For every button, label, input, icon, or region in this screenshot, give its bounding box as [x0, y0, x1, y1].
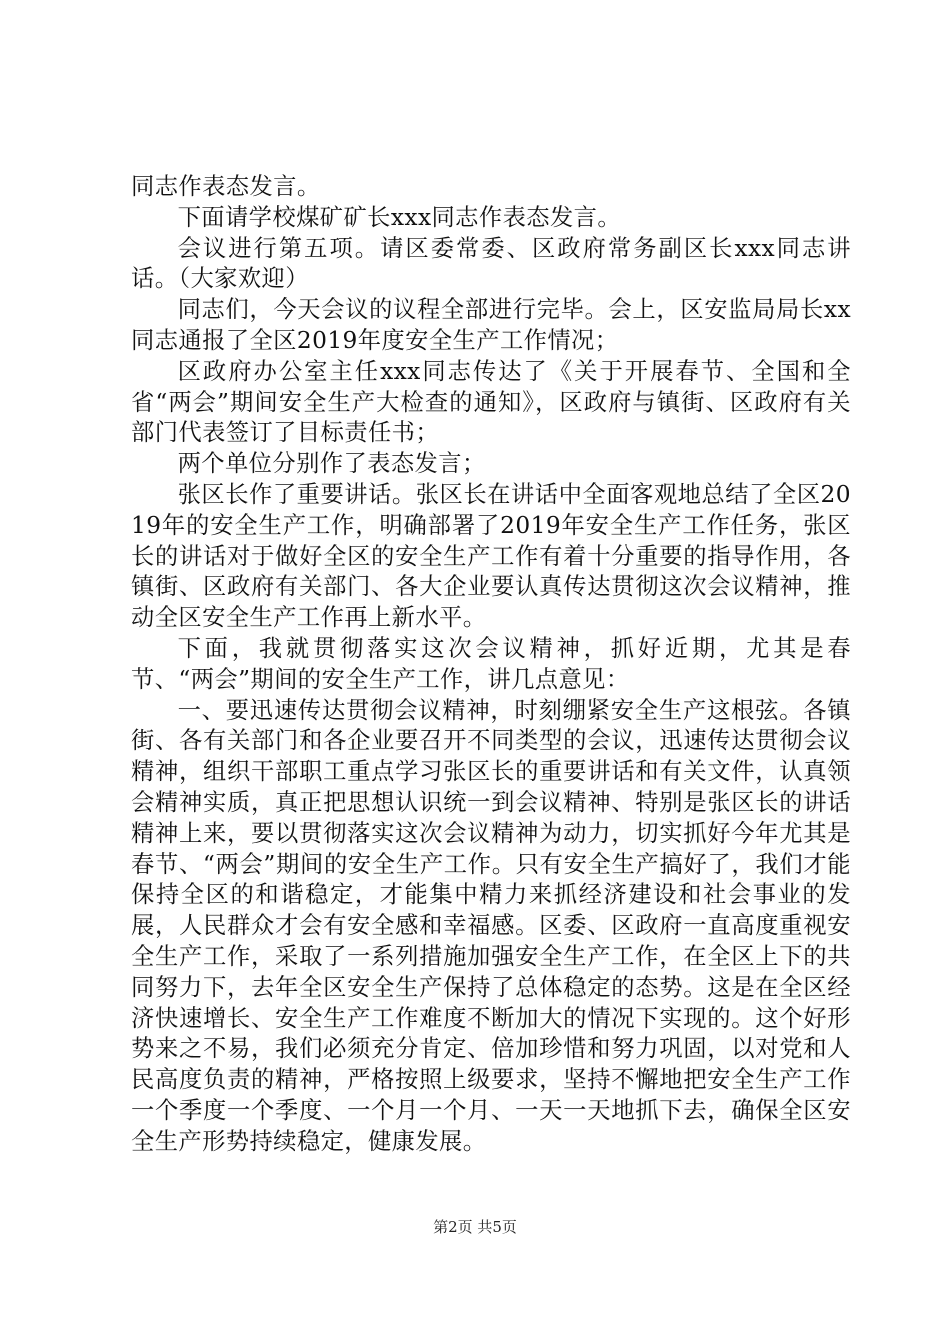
paragraph-5: 区政府办公室主任xxx同志传达了《关于开展春节、全国和全省“两会”期间安全生产大检查的通知》，区政府与镇街、区政府有关部门代表签订了目标责任书； — [131, 357, 851, 447]
document-body — [131, 172, 851, 1158]
paragraph-9: 一、要迅速传达贯彻会议精神，时刻绷紧安全生产这根弦。各镇街、各有关部门和各企业要召开不同类型的会议，迅速传达贯彻会议精神，组织干部职工重点学习张区长的重要讲话和有关文件，认真领会精神实质，真正把思想认识统一到会议精神、特别是张区长的讲话精神上来，要以贯彻落实这次会议精神为动力，切实抓好今年尤其是春节、“两会”期间的安全生产工作。只有安全生产搞好了，我们才能保持全区的和谐稳定，才能集中精力来抓经济建设和社会事业的发展，人民群众才会有安全感和幸福感。区委、区政府一直高度重视安全生产工作，采取了一系列措施加强安全生产工作，在全区上下的共同努力下，去年全区安全生产保持了总体稳定的态势。这是在全区经济快速增长、安全生产工作难度不断加大的情况下实现的。这个好形势来之不易，我们必须充分肯定、倍加珍惜和努力巩固，以对党和人民高度负责的精神，严格按照上级要求，坚持不懈地把安全生产工作一个季度一个季度、一个月一个月、一天一天地抓下去，确保全区安全生产形势持续稳定，健康发展。 — [131, 696, 851, 1155]
page-number-footer: 第2页 共5页 — [433, 1218, 517, 1236]
paragraph-1: 同志作表态发言。 — [131, 173, 321, 200]
paragraph-2: 下面请学校煤矿矿长xxx同志作表态发言。 — [177, 203, 622, 231]
paragraph-6: 两个单位分别作了表态发言； — [177, 450, 486, 478]
paragraph-8: 下面，我就贯彻落实这次会议精神，抓好近期，尤其是春节、“两会”期间的安全生产工作，讲几点意见： — [131, 634, 851, 693]
paragraph-7: 张区长作了重要讲话。张区长在讲话中全面客观地总结了全区2019年的安全生产工作，明确部署了2019年安全生产工作任务，张区长的讲话对于做好全区的安全生产工作有着十分重要的指导作用，各镇街、区政府有关部门、各大企业要认真传达贯彻这次会议精神，推动全区安全生产工作再上新水平。 — [131, 480, 851, 632]
paragraph-3: 会议进行第五项。请区委常委、区政府常务副区长xxx同志讲话。（大家欢迎） — [131, 234, 851, 293]
paragraph-4: 同志们，今天会议的议程全部进行完毕。会上，区安监局局长xx同志通报了全区2019年度安全生产工作情况； — [131, 296, 851, 354]
